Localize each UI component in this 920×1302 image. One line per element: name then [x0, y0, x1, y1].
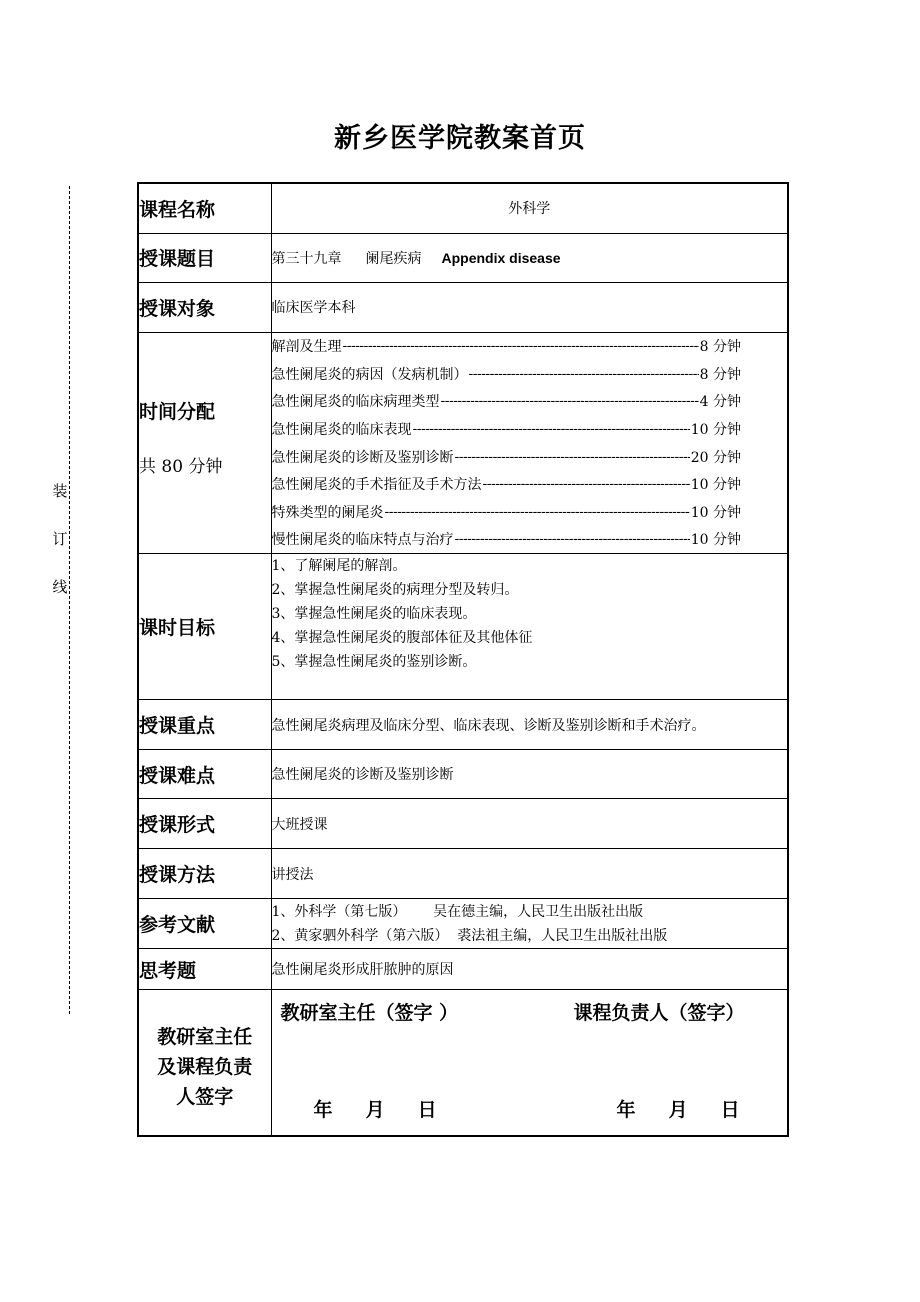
difficulties-value: 急性阑尾炎的诊断及鉴别诊断 — [271, 750, 788, 799]
time-item-duration: 8 分钟 — [699, 339, 741, 356]
time-item-leader — [483, 476, 690, 492]
row-audience — [138, 282, 788, 332]
goal-item: 4、掌握急性阑尾炎的腹部体征及其他体征 — [271, 630, 533, 647]
topic-english: Appendix disease — [441, 249, 561, 266]
row-signature — [138, 990, 788, 1136]
time-item — [272, 388, 788, 416]
row-time-allocation — [138, 332, 788, 554]
time-item-name: 急性阑尾炎的诊断及鉴别诊断 — [271, 449, 454, 466]
key-points-label: 授课重点 — [138, 700, 271, 750]
time-item-name: 慢性阑尾炎的临床特点与治疗 — [271, 532, 454, 549]
row-method — [138, 849, 788, 899]
topic-label: 授课题目 — [138, 233, 271, 282]
form-label: 授课形式 — [138, 799, 271, 849]
time-item-duration: 20 分钟 — [690, 449, 741, 466]
time-item-duration: 4 分钟 — [699, 394, 741, 411]
time-items — [271, 332, 788, 554]
signature-label-line: 教研室主任 — [157, 1026, 253, 1049]
time-item-name: 急性阑尾炎的临床病理类型 — [271, 394, 440, 411]
time-item-name: 急性阑尾炎的病因（发病机制） — [271, 366, 468, 383]
topic-value — [271, 233, 788, 282]
binding-char-2: 订 — [52, 530, 68, 548]
binding-char-3: 线 — [52, 578, 68, 596]
time-item-name: 急性阑尾炎的临床表现 — [271, 422, 412, 439]
topic-chapter: 第三十九章 — [271, 250, 342, 267]
time-item-name: 解剖及生理 — [271, 339, 342, 356]
goal-item: 5、掌握急性阑尾炎的鉴别诊断。 — [271, 654, 477, 671]
time-item-leader — [441, 393, 699, 409]
time-item-leader — [413, 421, 690, 437]
row-course-name — [138, 183, 788, 233]
row-difficulties — [138, 750, 788, 799]
time-item — [272, 443, 788, 471]
reference-item: 2、黄家驷外科学（第六版） 裘法祖主编，人民卫生出版社出版 — [271, 927, 668, 944]
time-item-leader — [469, 366, 699, 382]
time-item-name: 急性阑尾炎的手术指征及手术方法 — [271, 477, 482, 494]
page-title: 新乡医学院教案首页 — [334, 123, 586, 154]
difficulties-label: 授课难点 — [138, 750, 271, 799]
time-item-duration: 8 分钟 — [699, 366, 741, 383]
director-date: 年 月 日 — [313, 1099, 437, 1122]
signature-label — [139, 1022, 271, 1112]
time-total: 共 80 分钟 — [139, 456, 223, 477]
audience-value: 临床医学本科 — [271, 282, 788, 332]
row-references — [138, 899, 788, 949]
binding-char-1: 装 — [52, 482, 68, 500]
time-label: 时间分配 — [139, 400, 216, 423]
time-item-duration: 10 分钟 — [690, 532, 741, 549]
lesson-plan-table — [137, 182, 789, 1137]
time-item — [272, 470, 788, 498]
course-leader-date: 年 月 日 — [616, 1099, 740, 1122]
binding-dashed-line — [69, 186, 70, 1014]
references-label: 参考文献 — [138, 899, 271, 949]
time-item-leader — [385, 504, 690, 520]
topic-name: 阑尾疾病 — [365, 250, 422, 267]
row-goals — [138, 554, 788, 700]
key-points-value: 急性阑尾炎病理及临床分型、临床表现、诊断及鉴别诊断和手术治疗。 — [271, 700, 788, 750]
time-item-leader — [455, 449, 690, 465]
time-label-cell — [138, 332, 271, 554]
course-name-value: 外科学 — [271, 183, 788, 233]
time-item-leader — [455, 531, 690, 547]
method-label: 授课方法 — [138, 849, 271, 899]
references-list — [271, 899, 788, 949]
row-question — [138, 949, 788, 990]
time-item-leader — [343, 338, 699, 354]
director-signature-title: 教研室主任（签字 ） — [280, 1002, 459, 1025]
time-item — [272, 415, 788, 443]
goals-label: 课时目标 — [138, 554, 271, 700]
method-value: 讲授法 — [271, 849, 788, 899]
signature-area[interactable] — [271, 990, 788, 1136]
course-name-label: 课程名称 — [138, 183, 271, 233]
signature-label-line: 及课程负责 — [157, 1056, 253, 1079]
time-item — [272, 333, 788, 361]
question-value: 急性阑尾炎形成肝脓肿的原因 — [271, 949, 788, 990]
row-key-points — [138, 700, 788, 750]
form-value: 大班授课 — [271, 799, 788, 849]
row-form — [138, 799, 788, 849]
course-leader-signature-title: 课程负责人（签字） — [573, 1002, 745, 1025]
time-item-name: 特殊类型的阑尾炎 — [271, 504, 384, 521]
time-item — [272, 498, 788, 526]
time-item-duration: 10 分钟 — [690, 504, 741, 521]
time-item — [272, 526, 788, 554]
goal-item: 1、了解阑尾的解剖。 — [271, 558, 407, 575]
row-topic — [138, 233, 788, 282]
reference-item: 1、外科学（第七版） 吴在德主编，人民卫生出版社出版 — [271, 903, 644, 920]
time-item-duration: 10 分钟 — [690, 477, 741, 494]
question-label: 思考题 — [138, 949, 271, 990]
signature-label-cell — [138, 990, 271, 1136]
goals-list — [271, 554, 788, 700]
signature-label-line: 人签字 — [176, 1086, 234, 1109]
audience-label: 授课对象 — [138, 282, 271, 332]
time-item — [272, 360, 788, 388]
time-item-duration: 10 分钟 — [690, 422, 741, 439]
goal-item: 2、掌握急性阑尾炎的病理分型及转归。 — [271, 582, 519, 599]
goal-item: 3、掌握急性阑尾炎的临床表现。 — [271, 606, 477, 623]
